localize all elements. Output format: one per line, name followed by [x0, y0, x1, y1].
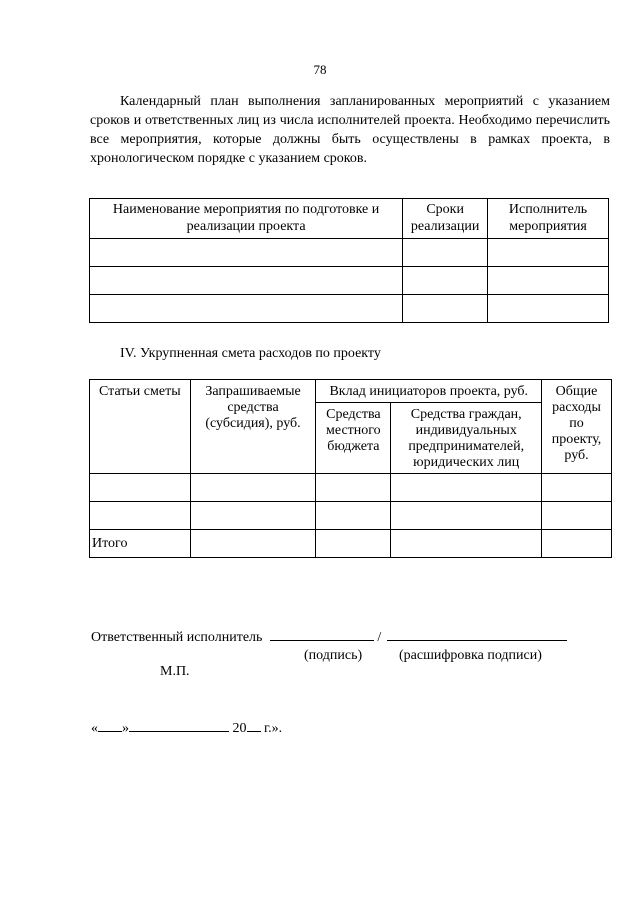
table-cell[interactable]	[391, 530, 542, 558]
table-header-row	[90, 380, 612, 403]
budget-estimate-table	[89, 379, 612, 558]
date-open-quote: «	[91, 721, 98, 736]
table-cell[interactable]	[90, 295, 403, 323]
table-cell[interactable]	[90, 239, 403, 267]
table-row	[90, 474, 612, 502]
table-cell[interactable]	[90, 474, 191, 502]
table-cell[interactable]	[90, 267, 403, 295]
table-cell[interactable]	[190, 474, 316, 502]
column-header-contribution: Вклад инициаторов проекта, руб.	[316, 380, 542, 403]
signature-field[interactable]	[270, 626, 374, 641]
signature-decoding-field[interactable]	[387, 626, 567, 641]
year-prefix: 20	[232, 721, 247, 736]
column-header-local-budget: Средства местного бюджета	[316, 403, 391, 474]
section-title: IV. Укрупненная смета расходов по проекту	[120, 346, 381, 361]
table-cell[interactable]	[190, 530, 316, 558]
table-header-row	[90, 199, 609, 239]
table-cell[interactable]	[488, 239, 609, 267]
table-cell[interactable]	[403, 267, 488, 295]
signature-line	[91, 626, 567, 646]
table-row	[90, 239, 609, 267]
table-row	[90, 502, 612, 530]
table-cell[interactable]	[403, 239, 488, 267]
day-field[interactable]	[98, 717, 122, 732]
table-cell[interactable]	[316, 502, 391, 530]
table-row	[90, 295, 609, 323]
table-cell[interactable]	[403, 295, 488, 323]
column-header-requested: Запрашиваемые средства (субсидия), руб.	[190, 380, 316, 474]
signature-separator: /	[377, 630, 382, 645]
table-cell[interactable]	[90, 502, 191, 530]
stamp-label: М.П.	[160, 664, 190, 679]
page-number: 78	[313, 62, 327, 77]
year-suffix: г.».	[264, 721, 283, 736]
total-label: Итого	[90, 530, 191, 558]
table-cell[interactable]	[190, 502, 316, 530]
column-header-dates: Сроки реализации	[403, 199, 488, 239]
intro-paragraph: Календарный план выполнения запланированных мероприятий с указанием сроков и ответственных лиц из числа исполнителей проекта. Необходимо перечислить все мероприятия, которые должны быть осуществлены в рамках проекта, в хронологическом порядке с указанием сроков.	[90, 94, 610, 166]
column-header-total: Общие расходы по проекту, руб.	[542, 380, 612, 474]
signature-label: Ответственный исполнитель	[91, 630, 263, 645]
table-cell[interactable]	[542, 530, 612, 558]
table-cell[interactable]	[391, 474, 542, 502]
date-close-quote: »	[122, 721, 129, 736]
table-cell[interactable]	[316, 530, 391, 558]
table-total-row	[90, 530, 612, 558]
column-header-activity: Наименование мероприятия по подготовке и реализации проекта	[90, 199, 403, 239]
table-cell[interactable]	[542, 474, 612, 502]
table-cell[interactable]	[488, 267, 609, 295]
column-header-executor: Исполнитель мероприятия	[488, 199, 609, 239]
date-line	[91, 717, 282, 737]
month-field[interactable]	[129, 717, 229, 732]
decoding-caption: (расшифровка подписи)	[399, 648, 542, 663]
table-cell[interactable]	[542, 502, 612, 530]
column-header-items: Статьи сметы	[90, 380, 191, 474]
table-row	[90, 267, 609, 295]
column-header-citizens: Средства граждан, индивидуальных предпринимателей, юридических лиц	[391, 403, 542, 474]
table-cell[interactable]	[316, 474, 391, 502]
year-field[interactable]	[247, 717, 261, 732]
table-cell[interactable]	[391, 502, 542, 530]
signature-caption: (подпись)	[304, 648, 363, 663]
table-cell[interactable]	[488, 295, 609, 323]
calendar-plan-table	[89, 198, 609, 323]
